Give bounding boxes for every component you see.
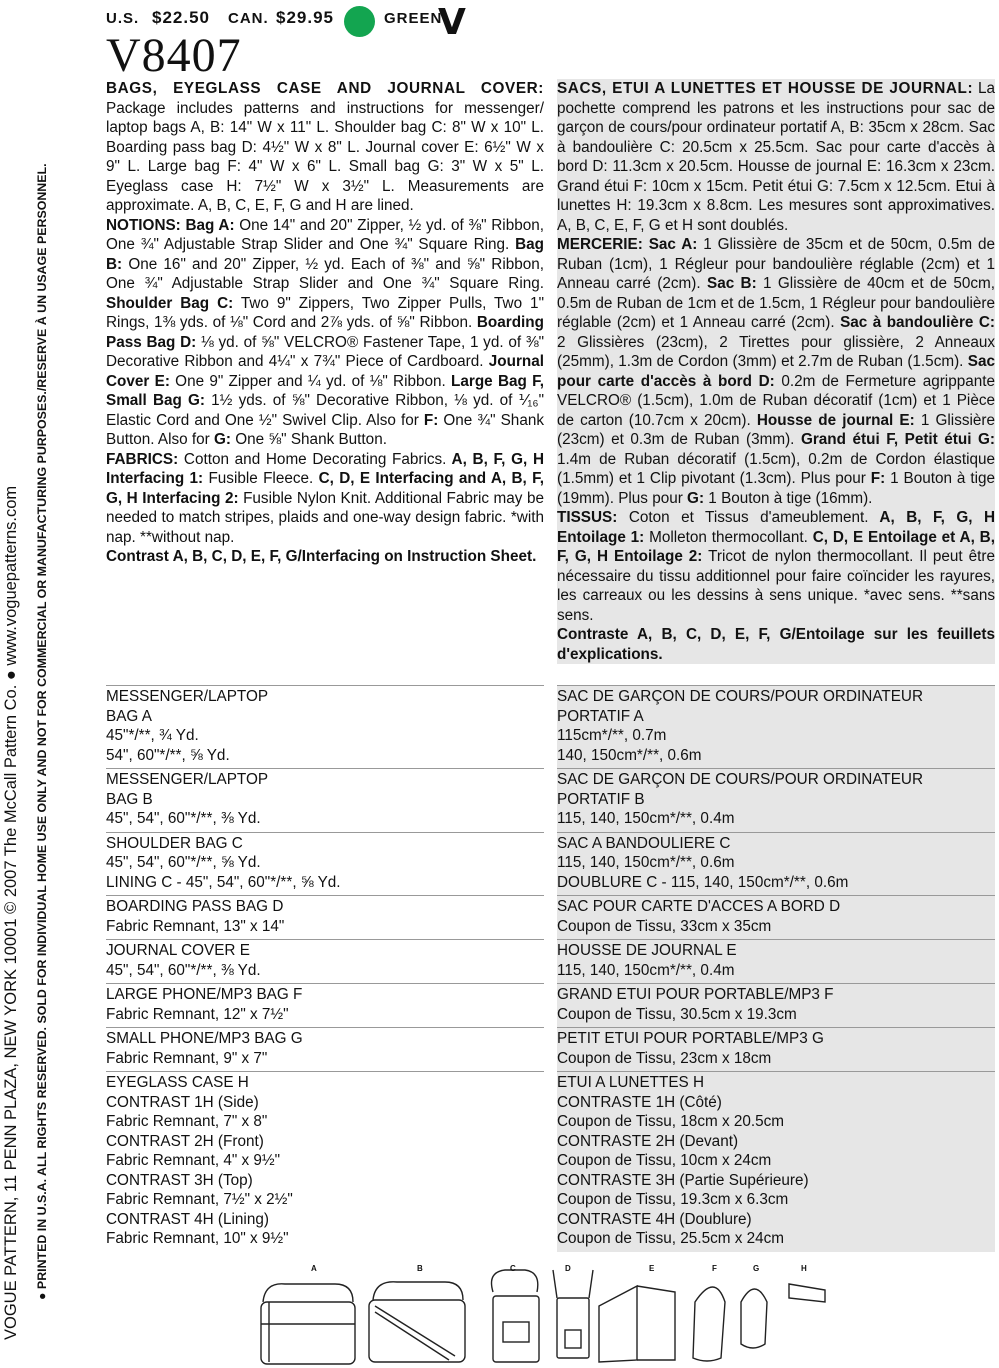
fr-fabrics-e: Tricot de nylon thermocollant. Il peut être nécessaire du tissu additionnel pour faire coïncider les rayures, les carreaux ou les dessins à sens unique. *avec sens. **sans sens. [557,548,995,624]
french-description [557,79,995,664]
yardage-en-line: 45", 54", 60"*/**, ⅝ Yd. [106,854,261,871]
yardage-en-line: CONTRAST 2H (Front) [106,1132,264,1150]
sketch-h-icon [789,1284,825,1302]
yardage-en-line: 45", 54", 60"*/**, ⅜ Yd. [106,961,261,979]
en-fabrics-b: A, B, F, G, H Interfacing 1: [106,450,544,487]
yardage-fr-line: Coupon de Tissu, 30.5cm x 19.3cm [557,1005,797,1023]
yardage-en-line: 45", 54", 60"*/**, ⅜ Yd. [106,810,261,827]
can-label: CAN. [228,10,269,27]
yardage-fr-line: PETIT ETUI POUR PORTABLE/MP3 G [557,1030,824,1047]
fr-notions-label: MERCERIE: [557,236,643,253]
sketch-d-icon [553,1270,593,1358]
sketch-label-f: F [712,1264,717,1273]
green-dot-icon [344,6,375,37]
yardage-en-line: SMALL PHONE/MP3 BAG G [106,1030,303,1047]
sketch-label-h: H [801,1264,807,1273]
en-notions-fg: 1½ yds. of ⅝" Decorative Ribbon, ⅛ yd. of ⅟₁₆" Elastic Cord and One ½" Swivel Clip. Also for [106,392,544,429]
en-notions-f-label: F: [418,411,439,429]
en-notions-label: NOTIONS: [106,216,181,234]
fr-notions-d-label: Sac pour carte d'accès à bord D: [557,353,996,390]
en-fabrics-c: Fusible Fleece. [203,470,314,487]
yardage-en-line: BOARDING PASS BAG D [106,898,284,915]
fr-intro: La pochette comprend les patrons et les instructions pour sac de garçon de cours/pour ordinateur portatif A, B: 35cm x 28cm. Sac à bandoulière C: 20.5cm x 25.5cm. Sac pour carte d'accès à bord D: 11.3cm x 20.5cm. Housse de journal E: 16.3cm x 23cm. Grand étui F: 10cm x 15cm. Petit étui G: 7.5cm x 12.5cm. Etui à lunettes H: 19.3cm x 8.8cm. Les mesures sont approximatives. A, B, C, E, F, G et H sont doublés. [557,80,996,234]
yardage-fr-line: ETUI A LUNETTES H [557,1074,705,1091]
us-label: U.S. [106,10,140,27]
yardage-fr-block [557,983,995,1027]
sketch-b-icon [369,1282,465,1362]
fr-notions-b: 1 Glissière de 40cm et de 50cm, 0.5m de Ruban de 1cm et de 1.5cm, 1 Régleur pour bandoulière réglable (2cm) et 1 Anneau carré (2cm). [557,275,996,331]
en-notions-b-label: Bag B: [106,236,544,273]
yardage-en-line: Fabric Remnant, 9" x 7" [106,1049,268,1067]
yardage-fr-line: 115, 140, 150cm*/**, 0.6m [557,854,735,871]
en-notions-c-label: Shoulder Bag C: [106,294,234,312]
yardage-en-line: BAG A [106,707,152,725]
yardage-fr-line: PORTATIF B [557,790,645,808]
yardage-en-line: 45"*/**, ¾ Yd. [106,727,199,744]
fr-notions-e: 1 Glissière (23cm) et 0.3m de Ruban (3mm). [557,411,996,448]
difficulty-label: GREEN [384,10,443,27]
sketch-label-g: G [753,1264,760,1273]
sketch-c-icon [492,1270,540,1362]
yardage-fr-line: Coupon de Tissu, 10cm x 24cm [557,1152,772,1169]
yardage-en-block [106,1027,544,1071]
price-header [106,4,576,84]
yardage-fr-line: SAC DE GARÇON DE COURS/POUR ORDINATEUR [557,771,924,788]
en-notions-a-label: Bag A: [180,216,235,234]
en-fabrics-d: C, D, E Interfacing and A, B, F, G, H Interfacing 2: [106,470,544,507]
yardage-fr-line: 115cm*/**, 0.7m [557,727,667,744]
yardage-en-block [106,832,544,896]
fr-notions-fg-label: Grand étui F, Petit étui G: [794,431,995,448]
yardage-en-line: EYEGLASS CASE H [106,1074,249,1091]
en-notions-e: One 9" Zipper and ¼ yd. of ⅛" Ribbon. [169,372,446,390]
fr-fabrics-d: C, D, E Entoilage et A, B, F, G, H Entoilage 2: [557,528,995,565]
yardage-fr-line: Coupon de Tissu, 25.5cm x 24cm [557,1230,785,1247]
yardage-en-line: Fabric Remnant, 12" x 7½" [106,1005,289,1023]
yardage-en-line: CONTRAST 1H (Side) [106,1093,259,1111]
yardage-en-line: MESSENGER/LAPTOP [106,771,269,788]
yardage-fr-line: Coupon de Tissu, 18cm x 20.5cm [557,1113,785,1130]
yardage-fr-line: SAC DE GARÇON DE COURS/POUR ORDINATEUR [557,688,924,705]
yardage-en-line: LARGE PHONE/MP3 BAG F [106,986,303,1003]
en-contrast: Contrast A, B, C, D, E, F, G/Interfacing on Instruction Sheet. [106,548,537,565]
yardage-fr-line: Coupon de Tissu, 23cm x 18cm [557,1049,772,1067]
yardage-en-block [106,1071,544,1252]
sketch-label-a: A [311,1264,317,1273]
fr-notions-d: 0.2m de Fermeture agrippante VELCRO® (1.5cm), 1.0m de Ruban décoratif (1cm) et 1 Pièce de carton (10.7cm x 20cm). [557,372,995,429]
yardage-en-line: Fabric Remnant, 10" x 9½" [106,1230,289,1247]
yardage-en-block [106,768,544,832]
fr-notions-fg: 1.4m de Ruban décoratif (1.5cm), 0.2m de Cordon élastique (1.5mm) et 1 Clip pivotant (1.3cm). Plus pour [557,450,995,487]
en-notions-e-label: Journal Cover E: [106,353,545,390]
yardage-en-line: SHOULDER BAG C [106,834,243,852]
fr-notions-b-label: Sac B: [700,275,757,292]
yardage-fr-block [557,685,995,768]
fr-notions-e-label: Housse de journal E: [750,411,915,429]
en-notions-b: One 16" and 20" Zipper, ½ yd. Each of ⅜" and ⅝" Ribbon, One ¾" Adjustable Strap Slider and One ¾" Square Ring. [106,255,544,292]
yardage-en-line: CONTRAST 4H (Lining) [106,1210,269,1228]
us-price: $22.50 [152,8,210,27]
en-intro: Package includes patterns and instructions for messenger/ laptop bags A, B: 14" W x 11" L. Shoulder bag C: 8" W x 10" L. Boarding pass bag D: 4½" W x 8" L. Journal cover E: 6½" W x 9" L. Large bag F: 4" W x 6" L. Small bag G: 3" W x 5" L. Eyeglass case H: 7½" W x 3½" L. Measurements are approximate. A, B, C, E, F, G and H are lined. [106,99,544,214]
yardage-fr-line: SAC POUR CARTE D'ACCES A BORD D [557,898,841,915]
yardage-en-block [106,983,544,1027]
fr-notions-g: 1 Bouton à tige (16mm). [704,489,873,507]
en-title: BAGS, EYEGLASS CASE AND JOURNAL COVER: [106,80,544,97]
yardage-fr-block [557,768,995,832]
en-notions-fg-label: Large Bag F, Small Bag G: [106,372,544,409]
yardage-fr-line: 140, 150cm*/**, 0.6m [557,746,702,764]
en-fabrics-a: Cotton and Home Decorating Fabrics. [178,450,447,468]
fr-notions-c-label: Sac à bandoulière C: [834,314,995,331]
yardage-fr-line: PORTATIF A [557,707,644,725]
en-notions-g: One ⅝" Shank Button. [231,431,387,448]
yardage-en-line: Fabric Remnant, 7½" x 2½" [106,1191,293,1208]
fr-notions-a-label: Sac A: [642,236,698,253]
sketch-drawing [255,1262,835,1366]
sketch-label-d: D [565,1264,571,1273]
yardage-fr-line: HOUSSE DE JOURNAL E [557,942,737,959]
en-notions-f: One ¾" Shank Button. Also for [106,411,544,448]
can-price: $29.95 [276,8,334,27]
rights-notice: ● PRINTED IN U.S.A. ALL RIGHTS RESERVED. SOLD FOR INDIVIDUAL HOME USE ONLY AND NOT FOR COMMERCIAL OR MANUFACTURING PURPOSES./RESERVE À UN USAGE PERSONNEL. [35,163,49,1300]
yardage-en-line: Fabric Remnant, 7" x 8" [106,1113,268,1130]
fr-fabrics-a: Coton et Tissus d'ameublement. [617,509,869,526]
sketch-label-e: E [649,1264,655,1273]
yardage-fr-line: GRAND ETUI POUR PORTABLE/MP3 F [557,986,834,1003]
fr-fabrics-b: A, B, F, G, H Entoilage 1: [557,509,996,546]
en-notions-d: ⅛ yd. of ⅝" VELCRO® Fastener Tape, 1 yd. of ⅜" Decorative Ribbon and 4¼" x 7¾" Piece of Cardboard. [106,333,545,370]
yardage-fr-line: CONTRASTE 4H (Doublure) [557,1210,752,1228]
yardage-fr-line: SAC A BANDOULIERE C [557,834,731,852]
sketch-e-icon [599,1286,675,1362]
yardage-en-line: BAG B [106,790,153,808]
yardage-en-line: Fabric Remnant, 13" x 14" [106,917,285,935]
en-notions-c: Two 9" Zippers, Two Zipper Pulls, Two 1" Rings, 1⅜ yds. of ⅛" Cord and 2⅞ yds. of ⅝" Ribbon. [106,294,544,331]
fr-notions-f: 1 Bouton à tige (19mm). Plus pour [557,470,995,507]
yardage-en-line: Fabric Remnant, 4" x 9½" [106,1152,281,1169]
fr-notions-f-label: F: [865,470,886,487]
en-fabrics-label: FABRICS: [106,450,179,468]
yardage-english [106,685,544,1252]
sketch-f-icon [693,1287,725,1361]
vogue-logo: V [438,2,466,43]
fr-notions-g-label: G: [682,489,705,507]
yardage-fr-block [557,939,995,983]
sketch-label-b: B [417,1264,423,1273]
sketch-a-icon [261,1284,355,1364]
yardage-fr-line: CONTRASTE 2H (Devant) [557,1132,739,1150]
fr-fabrics-label: TISSUS: [557,509,618,526]
fr-contrast: Contraste A, B, C, D, E, F, G/Entoilage sur les feuillets d'explications. [557,626,995,663]
yardage-french [557,685,995,1252]
yardage-en-block [106,685,544,768]
yardage-fr-line: DOUBLURE C - 115, 140, 150cm*/**, 0.6m [557,873,849,891]
fr-notions-c: 2 Glissières (23cm), 2 Tirettes pour glissière, 2 Anneaux (25mm), 1.3m de Cordon (3mm) et 2.7m de Ruban (1.5cm). [557,333,995,370]
yardage-fr-line: CONTRASTE 3H (Partie Supérieure) [557,1171,809,1189]
en-fabrics-e: Fusible Nylon Knit. Additional Fabric may be needed to match stripes, plaids and one-way design fabric. *with nap. **without nap. [106,489,544,546]
fr-fabrics-c: Molleton thermocollant. [644,528,808,546]
yardage-fr-block [557,832,995,896]
en-notions-g-label: G: [209,431,231,448]
yardage-en-line: CONTRAST 3H (Top) [106,1171,253,1189]
yardage-fr-line: 115, 140, 150cm*/**, 0.4m [557,810,735,827]
yardage-en-line: LINING C - 45", 54", 60"*/**, ⅝ Yd. [106,873,341,891]
yardage-en-line: MESSENGER/LAPTOP [106,688,269,705]
yardage-fr-block [557,1027,995,1071]
english-description [106,79,544,567]
yardage-fr-line: CONTRASTE 1H (Côté) [557,1093,722,1111]
fr-title: SACS, ETUI A LUNETTES ET HOUSSE DE JOURNAL: [557,80,974,97]
yardage-fr-line: Coupon de Tissu, 19.3cm x 6.3cm [557,1191,789,1208]
pattern-number: V8407 [106,29,242,82]
publisher-address: VOGUE PATTERN, 11 PENN PLAZA, NEW YORK 10001 © 2007 The McCall Pattern Co. ● www.voguepatterns.com [2,485,20,1340]
fr-notions-a: 1 Glissière de 35cm et de 50cm, 0.5m de Ruban (1cm), 1 Régleur pour bandoulière réglable (2cm) et 1 Anneau carré (2cm). [557,236,995,292]
yardage-en-line: JOURNAL COVER E [106,942,250,959]
yardage-fr-block [557,1071,995,1252]
yardage-en-block [106,895,544,939]
yardage-fr-line: 115, 140, 150cm*/**, 0.4m [557,961,735,979]
yardage-en-line: 54", 60"*/**, ⅝ Yd. [106,746,230,764]
en-notions-d-label: Boarding Pass Bag D: [106,314,544,351]
sketch-g-icon [741,1289,767,1348]
yardage-en-block [106,939,544,983]
yardage-fr-block [557,895,995,939]
en-notions-a: One 14" and 20" Zipper, ½ yd. of ⅜" Ribbon, One ¾" Adjustable Strap Slider and One ¾" Square Ring. [106,216,544,253]
sketch-label-c: C [510,1264,516,1273]
yardage-fr-line: Coupon de Tissu, 33cm x 35cm [557,917,772,935]
line-sketches [255,1262,835,1366]
side-strip [0,0,60,1368]
